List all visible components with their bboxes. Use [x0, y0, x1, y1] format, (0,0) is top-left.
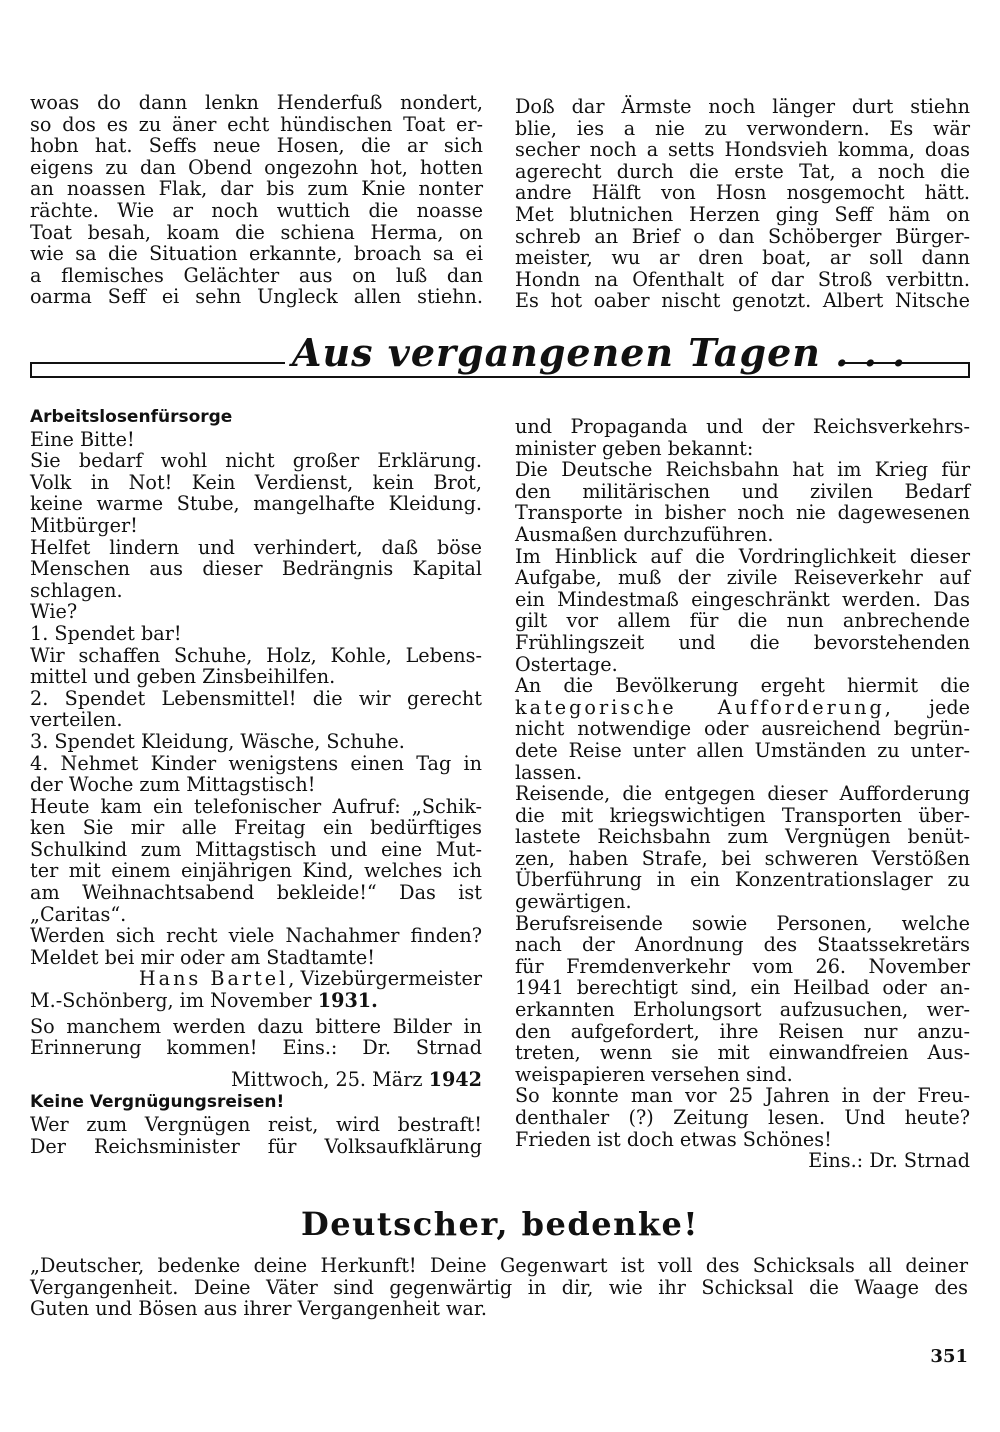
text-line: Reisende, die entgegen dieser Aufforderung — [515, 782, 970, 806]
text-line: Ausmaßen durchzuführen. — [515, 522, 774, 546]
text-line: Werden sich recht viele Nachahmer finden? — [30, 924, 482, 948]
text-line: Frühlingszeit und die bevorstehenden — [515, 630, 970, 654]
text-line: secher noch a setts Hondsvieh komma, doas — [515, 138, 970, 162]
text-line: Schulkind zum Mittagstisch und eine Mut- — [30, 837, 482, 861]
signature-line — [30, 968, 482, 990]
text-line: mittel und geben Zinsbeihilfen. — [30, 665, 336, 689]
text-line: Frieden ist doch etwas Schönes! — [515, 1127, 832, 1151]
text-line: Wie? — [30, 600, 78, 624]
text-line: 4. Nehmet Kinder wenigstens einen Tag in — [30, 751, 482, 775]
text-line: meister, wu ar dren boat, ar soll dann — [515, 246, 970, 270]
text-line: verteilen. — [30, 708, 123, 732]
text-line: nach der Anordnung des Staatssekretärs — [515, 933, 970, 957]
text-line: woas do dann lenkn Henderfuß nondert, — [30, 91, 483, 114]
text-line: so dos es zu äner echt hündischen Toat er- — [30, 112, 483, 136]
text-line: dete Reise unter allen Umständen zu unter- — [515, 738, 970, 762]
text-line: Es hot oaber nischt genotzt. Albert Nitsche — [515, 289, 970, 313]
text-line: wie sa die Situation erkannte, broach sa ei — [30, 242, 483, 266]
text-line: gilt vor allem für die nun anbrechende — [515, 609, 970, 633]
text-line: ter mit einem einjährigen Kind, welches ich — [30, 859, 482, 883]
text-line: für Fremdenverkehr vom 26. November — [515, 954, 970, 978]
text-line: erkannten Erholungsort aufzusuchen, wer- — [515, 998, 970, 1022]
text-line: keine warme Stube, mangelhafte Kleidung. — [30, 492, 482, 516]
text-line — [515, 697, 970, 719]
text-line: den militärischen und zivilen Bedarf — [515, 479, 970, 503]
text-line: Der Reichsminister für Volksaufklärung — [30, 1134, 482, 1158]
text-line: an noassen Flak, dar bis zum Knie nonter — [30, 177, 483, 201]
text-line: blie, ies a nie zu verwondern. Es wär — [515, 116, 970, 140]
text-line: Toat besah, koam die schiena Herma, on — [30, 220, 483, 244]
text-line: Aufgabe, muß der zivile Reiseverkehr auf — [515, 566, 970, 590]
text-line: und Propaganda und der Reichsverkehrs- — [515, 415, 970, 438]
text-line: schlagen. — [30, 578, 123, 602]
signature-year: 1931. — [317, 989, 378, 1013]
text-line: „Caritas“. — [30, 902, 127, 926]
text-line: Im Hinblick auf die Vordringlichkeit dieser — [515, 544, 970, 568]
text-line: Transporte in bisher noch nie dagewesenen — [515, 501, 970, 525]
header-rule-tick-left — [30, 362, 32, 376]
text-line: Guten und Bösen aus ihrer Vergangenheit war. — [30, 1297, 488, 1321]
text-line: „Deutscher, bedenke deine Herkunft! Deine Gegenwart ist voll des Schicksals all deiner — [30, 1254, 968, 1277]
text-line: Helfet lindern und verhindert, daß böse — [30, 535, 482, 559]
text-line: So manchem werden dazu bittere Bilder in — [30, 1014, 482, 1038]
signature-role: , Vizebürgermeister — [288, 967, 482, 991]
big-title: Deutscher, bedenke! — [301, 1205, 699, 1243]
text-line: den aufgefordert, ihre Reisen nur anzu- — [515, 1019, 970, 1043]
text-line: Hondn na Ofenthalt of dar Stroß verbittn. — [515, 267, 970, 291]
dateline — [30, 1069, 482, 1091]
text-line: treten, wenn sie mit einwandfreien Aus- — [515, 1041, 970, 1065]
text-line: oarma Seff ei sehn Ungleck allen stiehn. — [30, 285, 483, 309]
text-line: die mit kriegswichtigen Transporten über- — [515, 803, 970, 827]
text-line: 2. Spendet Lebensmittel! die wir gerecht — [30, 686, 482, 710]
header-rule-tick-right — [968, 362, 970, 376]
text-line: Ostertage. — [515, 652, 618, 676]
text-line: eigens zu dan Obend ongezohn hot, hotten — [30, 155, 483, 179]
signature-name: Hans Bartel — [138, 967, 289, 991]
article-heading: Arbeitslosenfürsorge — [30, 407, 233, 427]
text-line: agerecht durch die erste Tat, a noch die — [515, 159, 970, 183]
text-line: Menschen aus dieser Bedrängnis Kapital — [30, 557, 482, 581]
text-line: gewärtigen. — [515, 890, 632, 914]
section-header — [30, 330, 970, 390]
text-line: am Weihnachtsabend bekleide!“ Das ist — [30, 881, 482, 905]
right-column — [515, 416, 970, 1172]
text-line: Sie bedarf wohl nicht großer Erklärung. — [30, 449, 482, 473]
text-line: Wir schaffen Schuhe, Holz, Kohle, Lebens- — [30, 643, 482, 667]
text-line: rächte. Wie ar noch wuttich die noasse — [30, 198, 483, 222]
text-line: zen, haben Strafe, bei schweren Verstößen — [515, 846, 970, 870]
signature-place-text: M.-Schönberg, im November — [30, 989, 318, 1013]
text-line: An die Bevölkerung ergeht hiermit die — [515, 674, 970, 698]
section-title: Aus vergangenen Tagen . . . — [292, 330, 907, 375]
page-number: 351 — [930, 1346, 968, 1367]
signature-place — [30, 990, 482, 1012]
header-rule-bottom — [30, 376, 970, 378]
text-line: 1. Spendet bar! — [30, 621, 182, 645]
text-line: a flemisches Gelächter aus on luß dan — [30, 263, 483, 287]
text-line: nicht notwendige oder ausreichend begrün- — [515, 717, 970, 741]
text-line: Mitbürger! — [30, 513, 138, 537]
text-line: Wer zum Vergnügen reist, wird bestraft! — [30, 1113, 482, 1136]
text-line: weispapieren versehen sind. — [515, 1062, 793, 1086]
text-line: lassen. — [515, 760, 583, 784]
top-right-column — [515, 96, 970, 312]
text-line: andre Hälft von Hosn nosgemocht hätt. — [515, 181, 970, 205]
text-line: Meldet bei mir oder am Stadtamte! — [30, 945, 375, 969]
spaced-emphasis: kategorische Aufforderung — [515, 695, 885, 719]
text-line: So konnte man vor 25 Jahren in der Freu- — [515, 1084, 970, 1108]
text-line: Vergangenheit. Deine Väter sind gegenwärtig in dir, wie ihr Schicksal die Waage des — [30, 1275, 968, 1299]
text-line: hobn hat. Seffs neue Hosen, die ar sich — [30, 134, 483, 158]
header-rule-left — [30, 362, 285, 364]
signature: Eins.: Dr. Strnad — [808, 1149, 970, 1173]
text-line: minister geben bekannt: — [515, 436, 754, 460]
text-line: Met blutnichen Herzen ging Seff häm on — [515, 202, 970, 226]
text-line: Erinnerung kommen! Eins.: Dr. Strnad — [30, 1036, 482, 1060]
dateline-text: Mittwoch, 25. März — [231, 1067, 429, 1091]
text-line: denthaler (?) Zeitung lesen. Und heute? — [515, 1106, 970, 1129]
spaced-tail: , jede — [884, 695, 970, 719]
text-line: Eine Bitte! — [30, 427, 135, 451]
text-line: lastete Reichsbahn zum Vergnügen benüt- — [515, 825, 970, 849]
top-left-column — [30, 92, 483, 308]
text-line: Berufsreisende sowie Personen, welche — [515, 911, 970, 935]
text-line: Doß dar Ärmste noch länger durt stiehn — [515, 95, 970, 118]
text-line: der Woche zum Mittagstisch! — [30, 773, 316, 797]
text-line: Die Deutsche Reichsbahn hat im Krieg für — [515, 458, 970, 482]
text-line: Heute kam ein telefonischer Aufruf: „Schik- — [30, 794, 482, 818]
text-line: Überführung in ein Konzentrationslager zu — [515, 868, 970, 892]
text-line: Volk in Not! Kein Verdienst, kein Brot, — [30, 470, 482, 494]
dateline-year: 1942 — [428, 1067, 482, 1091]
text-line: ken Sie mir alle Freitag ein bedürftiges — [30, 816, 482, 840]
text-line: 1941 berechtigt sind, ein Heilbad oder an- — [515, 976, 970, 1000]
left-column — [30, 407, 482, 1157]
bottom-paragraph — [30, 1255, 968, 1320]
text-line: ein Mindestmaß eingeschränkt werden. Das — [515, 587, 970, 611]
article-heading: Keine Vergnügungsreisen! — [30, 1092, 285, 1113]
text-line: 3. Spendet Kleidung, Wäsche, Schuhe. — [30, 729, 405, 753]
text-line: schreb an Brief o dan Schöberger Bürger- — [515, 224, 970, 248]
